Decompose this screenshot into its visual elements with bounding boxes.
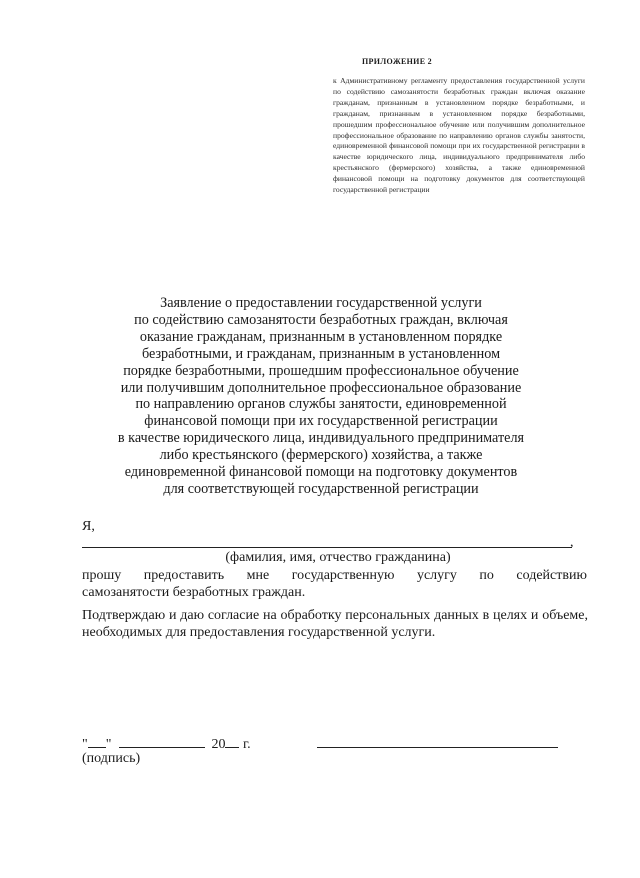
signature-field[interactable] — [317, 747, 558, 748]
date-quote-close: " — [105, 737, 112, 752]
consent-paragraph: Подтверждаю и даю согласие на обработку персональных данных в целях и объеме, необходимых для предоставления государственной услуги. — [82, 608, 588, 640]
date-quote-open: " — [82, 737, 88, 752]
request-word: государственную — [291, 568, 395, 583]
request-word: содействию — [516, 568, 587, 583]
date-century: 20 — [211, 737, 226, 752]
name-field-caption: (фамилия, имя, отчество гражданина) — [225, 550, 451, 565]
request-line-2: самозанятости безработных граждан. — [82, 584, 306, 600]
request-word: прошу — [82, 568, 122, 583]
applicant-prefix: Я, — [82, 519, 95, 534]
annex-reference-text: к Административному регламенту предоставления государственной услуги по содействию самозанятости безработных граждан включая оказание гражданам, признанным в установленном порядке безработными, и гражданам, признанным в установленном порядке безработными, прошедшим профессиональное обучение или получившим дополнительное профессиональное образование по направлению органов службы занятости, единовременной финансовой помощи при их государственной регистрации в качестве юридического лица, индивидуального предпринимателя либо крестьянского (фермерского) хозяйства, а также единовременной финансовой помощи на подготовку документов для соответствующей государственной регистрации — [333, 76, 585, 195]
annex-title: ПРИЛОЖЕНИЕ 2 — [362, 57, 432, 66]
request-paragraph — [82, 568, 587, 601]
document-heading: Заявление о предоставлении государственной услуги по содействию самозанятости безработных граждан, включая оказание гражданам, признанным в установленном порядке безработными, и гражданам, признанным в установленном порядке безработными, прошедшим профессиональное обучение или получившим дополнительное профессиональное образование по направлению органов службы занятости, единовременной финансовой помощи при их государственной регистрации в качестве юридического лица, индивидуального предпринимателя либо крестьянского (фермерского) хозяйства, а также единовременной финансовой помощи на подготовку документов для соответствующей государственной регистрации — [117, 295, 525, 497]
request-word: услугу — [416, 568, 457, 583]
date-month-field[interactable] — [119, 735, 205, 748]
request-word: по — [479, 568, 494, 583]
applicant-name-field[interactable] — [82, 547, 572, 548]
name-field-comma: , — [570, 535, 574, 550]
date-day-field[interactable] — [88, 735, 106, 748]
signature-caption: (подпись) — [82, 751, 141, 766]
request-line-1 — [82, 568, 587, 585]
date-year-field[interactable] — [225, 735, 239, 748]
request-word: мне — [246, 568, 270, 583]
request-word: предоставить — [143, 568, 225, 583]
date-suffix: г. — [239, 737, 251, 752]
